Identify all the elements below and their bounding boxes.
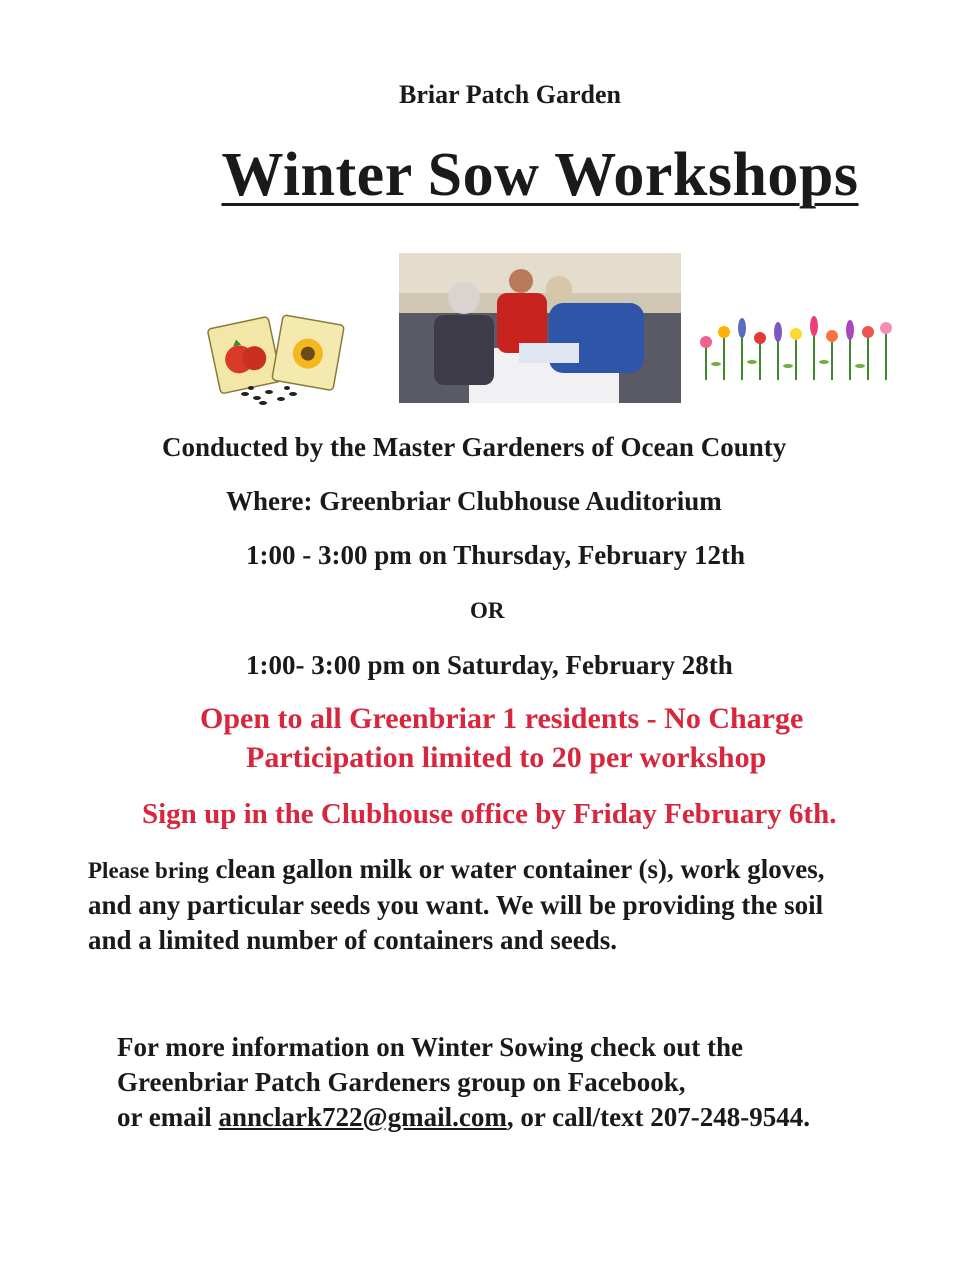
page-title: Winter Sow Workshops	[221, 141, 859, 209]
bring-instructions	[88, 852, 968, 958]
workshop-photo	[399, 253, 681, 403]
open-to-notice: Open to all Greenbriar 1 residents - No Charge	[200, 702, 804, 735]
conducted-by: Conducted by the Master Gardeners of Ocean County	[162, 432, 787, 462]
org-name: Briar Patch Garden	[399, 80, 621, 109]
bring-line3: and a limited number of containers and seeds.	[88, 925, 618, 955]
bring-line2: and any particular seeds you want. We will be providing the soil	[88, 890, 824, 920]
bring-line1: clean gallon milk or water container (s), work gloves,	[208, 854, 825, 884]
info-line1: For more information on Winter Sowing check out the	[117, 1032, 743, 1062]
contact-info	[117, 1030, 967, 1135]
info-phone: , or call/text 207-248-9544.	[506, 1102, 811, 1132]
signup-deadline: Sign up in the Clubhouse office by Friday February 6th.	[142, 798, 837, 830]
info-line2: Greenbriar Patch Gardeners group on Facebook,	[117, 1067, 686, 1097]
participation-limit: Participation limited to 20 per workshop	[246, 741, 767, 774]
email-link[interactable]: annclark722@gmail.com	[218, 1102, 507, 1132]
seed-packets-illustration	[205, 308, 355, 408]
wildflower-border-illustration	[696, 314, 901, 382]
session-thursday: 1:00 - 3:00 pm on Thursday, February 12th	[246, 540, 746, 570]
location: Where: Greenbriar Clubhouse Auditorium	[226, 486, 722, 516]
info-email-prefix: or email	[117, 1102, 219, 1132]
bring-lead: Please bring	[88, 858, 209, 883]
session-saturday: 1:00- 3:00 pm on Saturday, February 28th	[246, 650, 733, 680]
or-separator: OR	[470, 598, 505, 623]
